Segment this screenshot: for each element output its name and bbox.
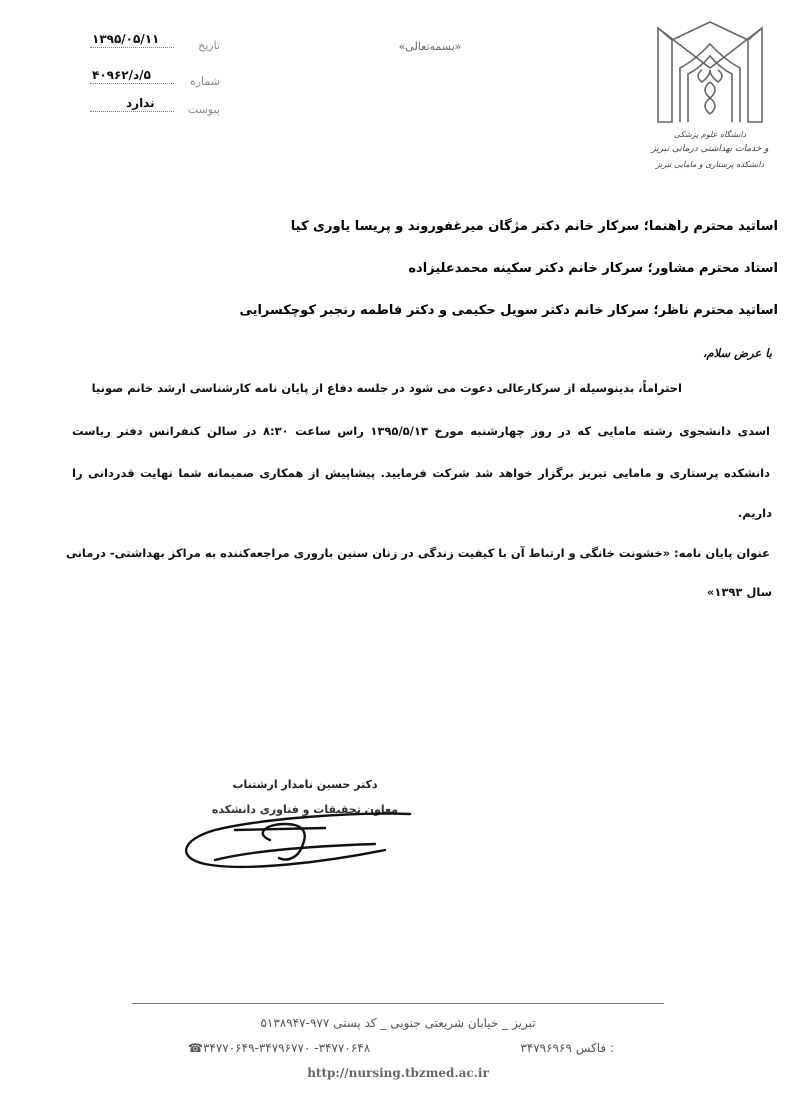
greeting: با عرض سلام، <box>702 346 772 360</box>
logo-emblem-icon <box>650 18 770 130</box>
footer-divider <box>132 1003 664 1004</box>
date-dots <box>90 47 174 48</box>
body-line-3: دانشکده پرستاری و مامایی تبریز برگزار خواهد شد شرکت فرمایید. پیشاپیش از همکاری صمیمانه شما نهایت قدردانی را <box>72 466 770 480</box>
handwritten-signature-icon <box>175 800 435 880</box>
logo-line-3: دانشکده پرستاری و مامایی تبریز <box>655 160 765 169</box>
attachment-dots <box>90 111 174 112</box>
signatory-name: دکتر حسین نامدار ارشتناب <box>232 778 378 791</box>
thesis-title-line-1: عنوان پایان نامه: «خشونت خانگی و ارتباط آن با کیفیت زندگی در زنان سنین باروری مراجعه‌کننده به مراکز بهداشتی- درمانی <box>65 546 770 560</box>
number-field <box>86 66 220 88</box>
date-field <box>86 30 220 52</box>
date-label: تاریخ <box>198 39 220 52</box>
signatory-role: معاون تحقیقات و فناوری دانشکده <box>211 803 399 816</box>
fax-value: ۳۴۷۹۶۹۶۹ <box>520 1041 572 1055</box>
attachment-field <box>86 94 220 116</box>
date-value: ۱۳۹۵/۰۵/۱۱ <box>92 32 160 46</box>
number-value: ۵/د/۴۰۹۶۲ <box>92 68 151 82</box>
body-line-1: احتراماً، بدینوسیله از سرکارعالی دعوت می شود در جلسه دفاع از پایان نامه کارشناسی ارشد خانم صونیا <box>91 381 682 395</box>
phone-icon: ☎ <box>188 1041 203 1055</box>
number-label: شماره <box>189 75 220 88</box>
attachment-label: پیوست <box>187 103 220 116</box>
recipient-advisor: استاد محترم مشاور؛ سرکار خانم دکتر سکینه محمدعلیزاده <box>408 261 778 276</box>
logo-line-2: و خدمات بهداشتی درمانی تبریز <box>651 144 769 154</box>
bismillah: «بسمه‌تعالی» <box>398 40 462 53</box>
body-line-2: اسدی دانشجوی رشته مامایی که در روز چهارشنبه مورخ ۱۳۹۵/۵/۱۳ راس ساعت ۸:۳۰ در سالن کنفرانس دفتر ریاست <box>72 424 770 438</box>
number-dots <box>90 83 174 84</box>
body-line-4: داریم. <box>737 506 772 520</box>
thesis-title-line-2: سال ۱۳۹۳» <box>706 585 772 599</box>
phone-group <box>188 1041 370 1055</box>
footer-address: تبریز _ خیابان شریعتی جنوبی _ کد پستی ۹۷۷-۵۱۳۸۹۴۷ <box>260 1016 536 1030</box>
footer-website-link[interactable]: http://nursing.tbzmed.ac.ir <box>307 1066 489 1080</box>
recipient-supervisors: اساتید محترم راهنما؛ سرکار خانم دکتر مژگان میرغفوروند و پریسا یاوری کیا <box>290 219 778 234</box>
phone-numbers: ۳۴۷۷۰۶۴۸- ۳۴۷۷۰۶۴۹-۳۴۷۹۶۷۷۰ <box>202 1041 371 1055</box>
university-logo <box>650 18 770 178</box>
attachment-value: ندارد <box>126 96 155 110</box>
recipient-referees: اساتید محترم ناظر؛ سرکار خانم دکتر سویل حکیمی و دکتر فاطمه رنجبر کوچکسرایی <box>239 303 778 318</box>
fax-group <box>520 1041 614 1055</box>
fax-label: : فاکس <box>575 1041 614 1055</box>
logo-line-1: دانشگاه علوم پزشکی <box>673 130 747 139</box>
